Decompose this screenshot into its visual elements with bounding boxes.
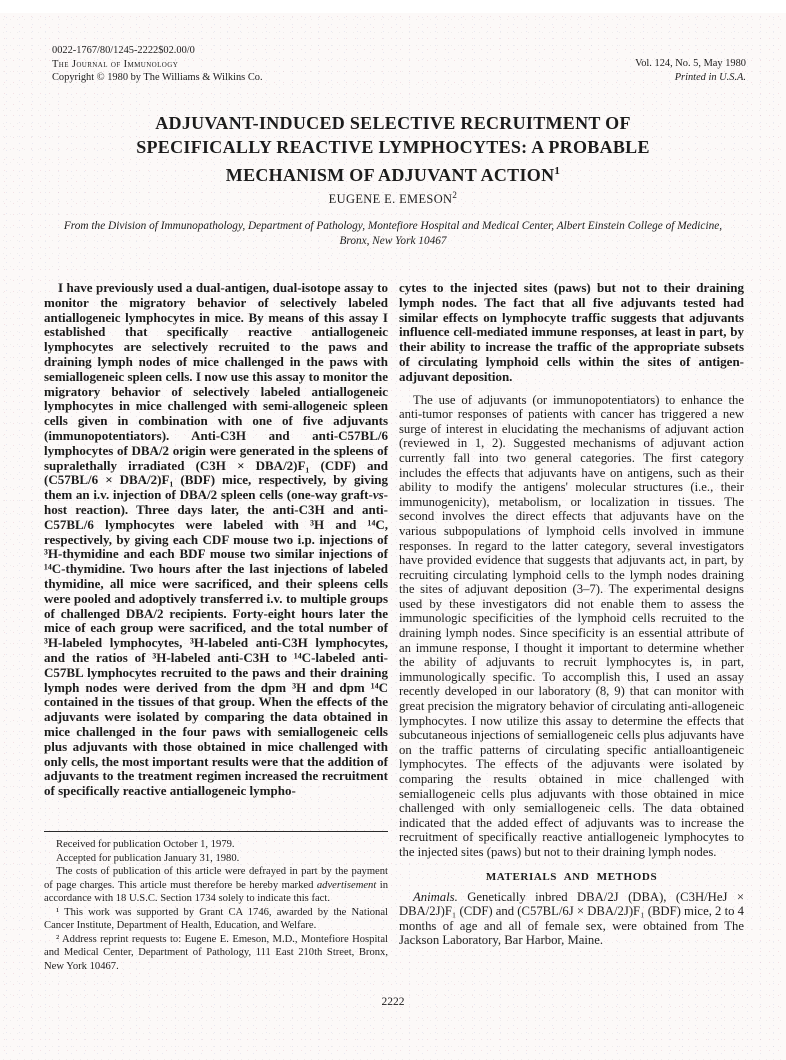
title-footnote-mark: 1 [554, 165, 561, 177]
left-column [44, 281, 388, 1007]
journal-header-left [52, 44, 263, 85]
printed-line: Printed in U.S.A. [674, 71, 746, 83]
title-line-2: SPECIFICALLY REACTIVE LYMPHOCYTES: A PROBABLE [136, 137, 650, 157]
introduction-paragraph: The use of adjuvants (or immunopotentiators) to enhance the anti-tumor responses of patients with cancer has triggered a new surge of interest in elucidating the mechanisms of adjuvant action (reviewed in 1, 2). Suggested mechanisms of adjuvant action currently fall into two general categories. The first category includes the effects that adjuvants have on antigens, such as their ability to modify the antigens' molecular structures (i.e., their immunogenicity), metabolism, or localization in tissues. The second involves the direct effects that adjuvants have on the various subpopulations of lymphoid cells involved in immune responses. In regard to the latter category, several investigators have provided evidence that suggests that adjuvants act, in part, by recruiting circulating lymphoid cells to the lymph nodes draining the sites of adjuvant deposition (3–7). The experimental designs used by these investigators did not enable them to assess the immunologic specificities of the lymphoid cells recruited to the draining lymph nodes. Since specificity is an essential attribute of an immune response, I thought it important to determine whether the ability of adjuvants to recruit lymphocytes is, in part, immunologically specific. To accomplish this, I used an assay recently developed in our laboratory (8, 9) that can monitor with great precision the migratory behavior of circulating anti-allogeneic lymphocytes. I now utilize this assay to determine the effects that subcutaneous injections of semiallogeneic cells plus adjuvants have on the traffic patterns of circulating specific antialloantigeneic lymphocytes. The effects of the adjuvants were isolated by comparing the results obtained in mice challenged with semiallogeneic cells plus adjuvants with those obtained in mice challenged with only semiallogeneic cells. The data obtained indicated that the added effect of adjuvants was to increase the recruitment of specifically reactive antiallogeneic lymphocytes to the injected sites (paws) but not to their draining lymph nodes. [399, 392, 744, 859]
journal-header-right [635, 57, 746, 84]
volume-line: Vol. 124, No. 5, May 1980 [635, 58, 746, 69]
materials-methods-heading: MATERIALS AND METHODS [485, 870, 658, 883]
page-number: 2222 [381, 996, 405, 1008]
affiliation: From the Division of Immunopathology, Department of Pathology, Montefiore Hospital and Medical Center, Albert Einstein College of Medicine, Bronx, New York 10467 [63, 220, 723, 247]
page-top-margin [0, 0, 786, 13]
copyright-line: Copyright © 1980 by The Williams & Wilkins Co. [52, 72, 263, 83]
issn-code-line: 0022-1767/80/1245-2222$02.00/0 [52, 45, 195, 56]
footnote-reprint-requests: ² Address reprint requests to: Eugene E. Emeson, M.D., Montefiore Hospital and Medical Center, Department of Pathology, 111 East 210th Street, Bronx, New York 10467. [44, 933, 388, 972]
article-title [64, 111, 722, 187]
footnote-grant: ¹ This work was supported by Grant CA 1746, awarded by the National Cancer Institute, Department of Health, Education, and Welfare. [44, 906, 388, 931]
title-line-3: MECHANISM OF ADJUVANT ACTION$^1$ [225, 165, 561, 185]
abstract-right-part: cytes to the injected sites (paws) but not to their draining lymph nodes. The fact that all five adjuvants tested had similar effects on lymphocyte traffic suggests that adjuvants influence cell-mediated immune responses, at least in part, by their ability to increase the traffic of the appropriate subsets of circulating lymphoid cells within the sites of antigen-adjuvant deposition. [399, 280, 744, 384]
author-name: EUGENE E. EMESON [328, 192, 453, 207]
right-column [399, 281, 744, 948]
journal-name: The Journal of Immunology [52, 58, 179, 70]
abstract-left-part: I have previously used a dual-antigen, dual-isotope assay to monitor the migratory behavior of selectively labeled antiallogeneic lymphocytes in mice. By means of this assay I established that specifically reactive antiallogeneic lymphocytes are selectively recruited to the paws and draining lymph nodes of mice challenged in the paws with semiallogeneic spleen cells. I now use this assay to monitor the migratory behavior of selectively labeled antiallogeneic lymphocytes in mice challenged with semi-allogeneic spleen cells given in combination with one of five adjuvants (immunopotentiators). Anti-C3H and anti-C57BL/6 lymphocytes of DBA/2 origin were generated in the spleens of supralethally irradiated (C3H × DBA/2)F₁ (CDF) and (C57BL/6 × DBA/2)F₁ (BDF) mice, respectively, by giving them an i.v. injection of DBA/2 spleen cells (one-way graft-vs-host reaction). Three days later, the anti-C3H and anti-C57BL/6 lymphocytes were labeled with ³H and ¹⁴C, respectively, by giving each CDF mouse two i.p. injections of ³H-thymidine and each BDF mouse two similar injections of ¹⁴C-thymidine. Two hours after the last injections of labeled thymidine, all mice were sacrificed, and their spleens cells were pooled and adoptively transferred i.v. to multiple groups of challenged DBA/2 recipients. Forty-eight hours later the mice of each group were sacrificed, and the total number of ³H-labeled lymphocytes, ³H-labeled anti-C3H lymphocytes, and the ratios of ³H-labeled anti-C3H to ¹⁴C-labeled anti-C57BL lymphocytes recruited to the paws and their draining lymph nodes were derived from the dpm ³H and dpm ¹⁴C contained in the tissues of that group. When the effects of the adjuvants were isolated by comparing the data obtained in mice challenged in the four paws with semiallogeneic cells plus adjuvants with those obtained in mice challenged with only cells, the most important results were that the addition of adjuvants to the treatment regimen increased the recruitment of specifically reactive antiallogeneic lympho- [44, 280, 388, 799]
footnote-accepted: Accepted for publication January 31, 1980. [56, 852, 240, 864]
footnote-received: Received for publication October 1, 1979. [56, 839, 235, 850]
article-body [44, 281, 744, 1007]
animals-paragraph: Animals. Genetically inbred DBA/2J (DBA), (C3H/HeJ × DBA/2J)F₁ (CDF) and (C57BL/6J × DBA/2J)F₁ (BDF) mice, 2 to 4 months of age and all of female sex, were obtained from The Jackson Laboratory, Bar Harbor, Maine. [399, 889, 744, 948]
footnote-page-charges: The costs of publication of this article were defrayed in part by the payment of page charges. This article must therefore be hereby marked advertisement in accordance with 18 U.S.C. Section 1734 solely to indicate this fact. [44, 866, 389, 904]
author-footnote-mark: 2 [452, 190, 458, 200]
footnote-block [44, 831, 388, 973]
author-line [0, 190, 786, 207]
title-line-1: ADJUVANT-INDUCED SELECTIVE RECRUITMENT OF [155, 113, 631, 133]
